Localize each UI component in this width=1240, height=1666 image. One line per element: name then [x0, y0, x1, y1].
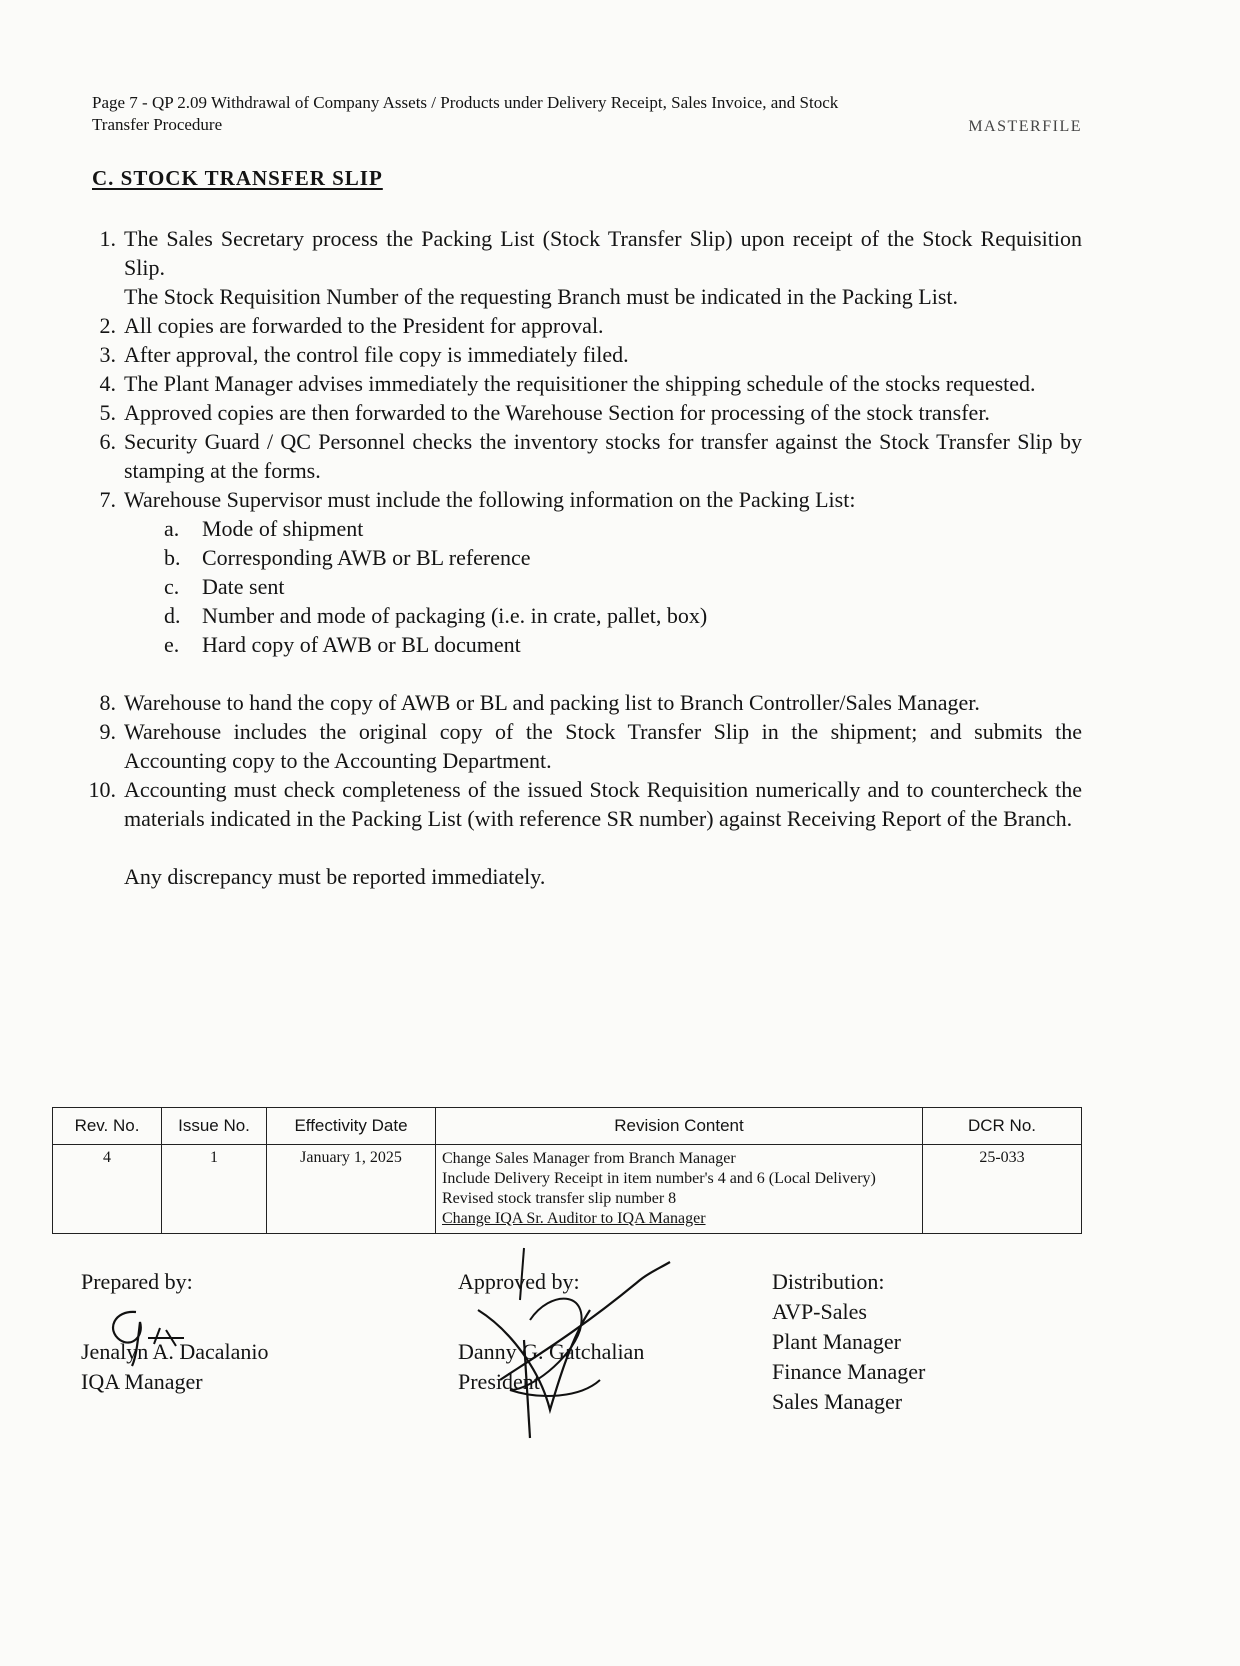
step-item	[80, 717, 1082, 775]
sub-item-text: Hard copy of AWB or BL document	[202, 632, 521, 657]
sub-item	[124, 543, 1082, 572]
closing-note-item	[80, 862, 1082, 891]
step-item	[80, 369, 1082, 398]
col-rev-no: Rev. No.	[53, 1108, 162, 1145]
sub-item-letter: d.	[164, 603, 181, 628]
col-dcr-no: DCR No.	[923, 1108, 1082, 1145]
prepared-by-label: Prepared by:	[81, 1269, 193, 1294]
step-item	[80, 485, 1082, 688]
cell-rev-no: 4	[53, 1145, 162, 1234]
preparer-title: IQA Manager	[81, 1369, 203, 1394]
sub-item	[124, 601, 1082, 630]
col-effectivity-date: Effectivity Date	[267, 1108, 436, 1145]
step-number: 5.	[99, 400, 116, 425]
distribution-label: Distribution:	[772, 1269, 885, 1294]
step-text: Warehouse to hand the copy of AWB or BL and packing list to Branch Controller/Sales Manager.	[124, 690, 980, 715]
distribution-item: AVP-Sales	[772, 1299, 867, 1324]
header-line-1: Page 7 - QP 2.09 Withdrawal of Company Assets / Products under Delivery Receipt, Sales Invoice, and Stock	[92, 93, 839, 112]
revision-line: Revised stock transfer slip number 8	[442, 1190, 677, 1207]
table-header-row	[53, 1108, 1082, 1145]
cell-dcr-no: 25-033	[923, 1145, 1082, 1234]
distribution-item: Finance Manager	[772, 1359, 926, 1384]
sub-item-text: Corresponding AWB or BL reference	[202, 545, 531, 570]
step-item	[80, 398, 1082, 427]
masterfile-stamp: MASTERFILE	[968, 118, 1082, 135]
step-text: Approved copies are then forwarded to the Warehouse Section for processing of the stock transfer.	[124, 400, 990, 425]
sub-item-letter: c.	[164, 574, 180, 599]
revision-line: Change IQA Sr. Auditor to IQA Manager	[442, 1210, 706, 1227]
distribution-item: Sales Manager	[772, 1389, 903, 1414]
step-number: 8.	[99, 690, 116, 715]
spacer	[124, 659, 1082, 688]
col-revision-content: Revision Content	[436, 1108, 923, 1145]
distribution-item: Plant Manager	[772, 1329, 901, 1354]
step-number: 1.	[99, 226, 116, 251]
step-text: The Plant Manager advises immediately the requisitioner the shipping schedule of the stocks requested.	[124, 371, 1036, 396]
closing-note: Any discrepancy must be reported immediately.	[124, 864, 546, 889]
step-number: 10.	[88, 777, 116, 802]
revision-table	[52, 1107, 1082, 1234]
step-item	[80, 775, 1082, 833]
step-number: 4.	[99, 371, 116, 396]
distribution-block	[772, 1267, 925, 1417]
approver-signature	[470, 1240, 710, 1440]
sub-item	[124, 630, 1082, 659]
step-text-continued: The Stock Requisition Number of the requesting Branch must be indicated in the Packing List.	[124, 284, 959, 309]
step-number: 7.	[99, 487, 116, 512]
packing-list-info	[124, 514, 1082, 659]
sub-item-letter: e.	[164, 632, 180, 657]
approver-title: President	[458, 1369, 540, 1394]
step-text: All copies are forwarded to the President for approval.	[124, 313, 604, 338]
step-number: 6.	[99, 429, 116, 454]
revision-line: Change Sales Manager from Branch Manager	[442, 1150, 736, 1167]
sub-item-text: Mode of shipment	[202, 516, 364, 541]
step-item	[80, 688, 1082, 717]
revision-line: Include Delivery Receipt in item number's 4 and 6 (Local Delivery)	[442, 1170, 876, 1187]
approved-by-label: Approved by:	[458, 1269, 580, 1294]
step-item	[80, 340, 1082, 369]
step-text: Warehouse Supervisor must include the following information on the Packing List:	[124, 487, 856, 512]
step-number: 2.	[99, 313, 116, 338]
step-number: 3.	[99, 342, 116, 367]
procedure-steps	[80, 224, 1082, 891]
step-item	[80, 427, 1082, 485]
step-item	[80, 311, 1082, 340]
cell-revision-content	[436, 1145, 923, 1234]
sub-item-text: Date sent	[202, 574, 285, 599]
step-text: Accounting must check completeness of the issued Stock Requisition numerically and to countercheck the materials indicated in the Packing List (with reference SR number) against Receiving Report of the Branch.	[124, 777, 1082, 831]
sub-item-text: Number and mode of packaging (i.e. in crate, pallet, box)	[202, 603, 708, 628]
step-item	[80, 224, 1082, 311]
page-header	[92, 92, 1082, 136]
preparer-signature	[96, 1300, 206, 1370]
sub-item	[124, 572, 1082, 601]
col-issue-no: Issue No.	[162, 1108, 267, 1145]
preparer-name: Jenalyn A. Dacalanio	[81, 1339, 269, 1364]
step-number: 9.	[99, 719, 116, 744]
step-text: Warehouse includes the original copy of the Stock Transfer Slip in the shipment; and submits the Accounting copy to the Accounting Department.	[124, 719, 1082, 773]
step-text: Security Guard / QC Personnel checks the inventory stocks for transfer against the Stock Transfer Slip by stamping at the forms.	[124, 429, 1082, 483]
cell-effectivity-date: January 1, 2025	[267, 1145, 436, 1234]
section-title: C. STOCK TRANSFER SLIP	[92, 166, 383, 190]
sub-item-letter: a.	[164, 516, 180, 541]
cell-issue-no: 1	[162, 1145, 267, 1234]
step-text: The Sales Secretary process the Packing List (Stock Transfer Slip) upon receipt of the Stock Requisition Slip.	[124, 226, 1082, 280]
sub-item	[124, 514, 1082, 543]
header-line-2: Transfer Procedure	[92, 115, 223, 134]
sub-item-letter: b.	[164, 545, 181, 570]
table-row	[53, 1145, 1082, 1234]
approver-name: Danny G. Gatchalian	[458, 1339, 645, 1364]
step-text: After approval, the control file copy is immediately filed.	[124, 342, 629, 367]
